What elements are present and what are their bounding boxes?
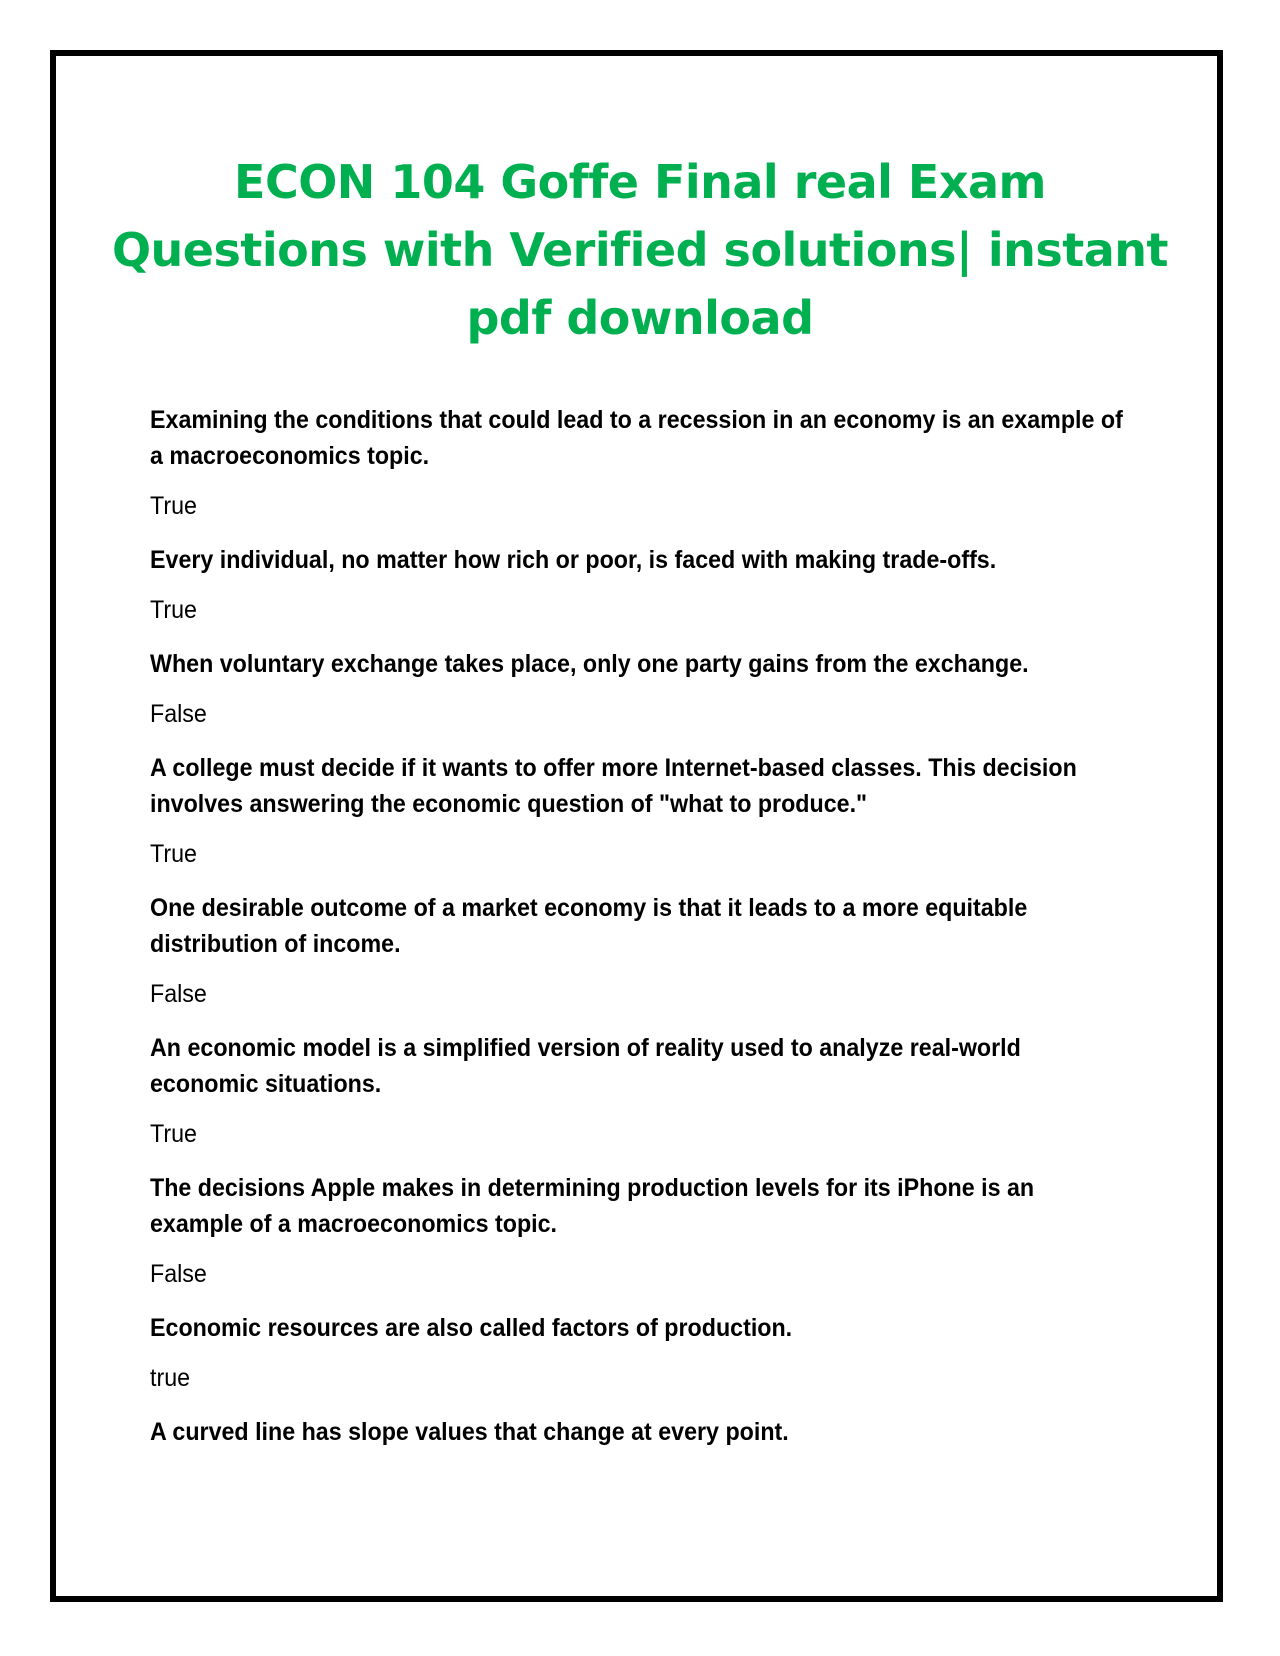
title-line-2: Questions with Verified solutions| instant [111, 223, 1169, 277]
answer-text: True [150, 596, 197, 624]
qa-item [150, 1170, 1130, 1292]
question-text: A college must decide if it wants to offer more Internet-based classes. This decision involves answering the economic question of "what to produce." [150, 754, 1077, 818]
answer-text: True [150, 840, 197, 868]
answer-text: True [150, 492, 197, 520]
title-line-1: ECON 104 Goffe Final real Exam [234, 155, 1046, 209]
qa-item [150, 1030, 1130, 1152]
document-title [100, 148, 1180, 352]
answer-text: False [150, 1260, 207, 1288]
qa-item [150, 890, 1130, 1012]
question-text: An economic model is a simplified version of reality used to analyze real-world economic situations. [150, 1034, 1021, 1098]
question-text: Economic resources are also called factors of production. [150, 1314, 793, 1342]
qa-item [150, 646, 1130, 732]
question-text: When voluntary exchange takes place, only one party gains from the exchange. [150, 650, 1029, 678]
answer-text: False [150, 700, 207, 728]
question-text: A curved line has slope values that change at every point. [150, 1418, 789, 1446]
qa-item [150, 402, 1130, 524]
title-line-3: pdf download [466, 291, 814, 345]
question-text: Examining the conditions that could lead to a recession in an economy is an example of a macroeconomics topic. [150, 406, 1123, 470]
answer-text: False [150, 980, 207, 1008]
qa-item [150, 750, 1130, 872]
question-answer-list [150, 402, 1130, 1450]
answer-text: true [150, 1364, 191, 1392]
qa-item [150, 542, 1130, 628]
question-text: Every individual, no matter how rich or poor, is faced with making trade-offs. [150, 546, 997, 574]
qa-item [150, 1414, 1130, 1450]
answer-text: True [150, 1120, 197, 1148]
qa-item [150, 1310, 1130, 1396]
question-text: The decisions Apple makes in determining production levels for its iPhone is an example of a macroeconomics topic. [150, 1174, 1035, 1238]
question-text: One desirable outcome of a market economy is that it leads to a more equitable distribution of income. [150, 894, 1028, 958]
